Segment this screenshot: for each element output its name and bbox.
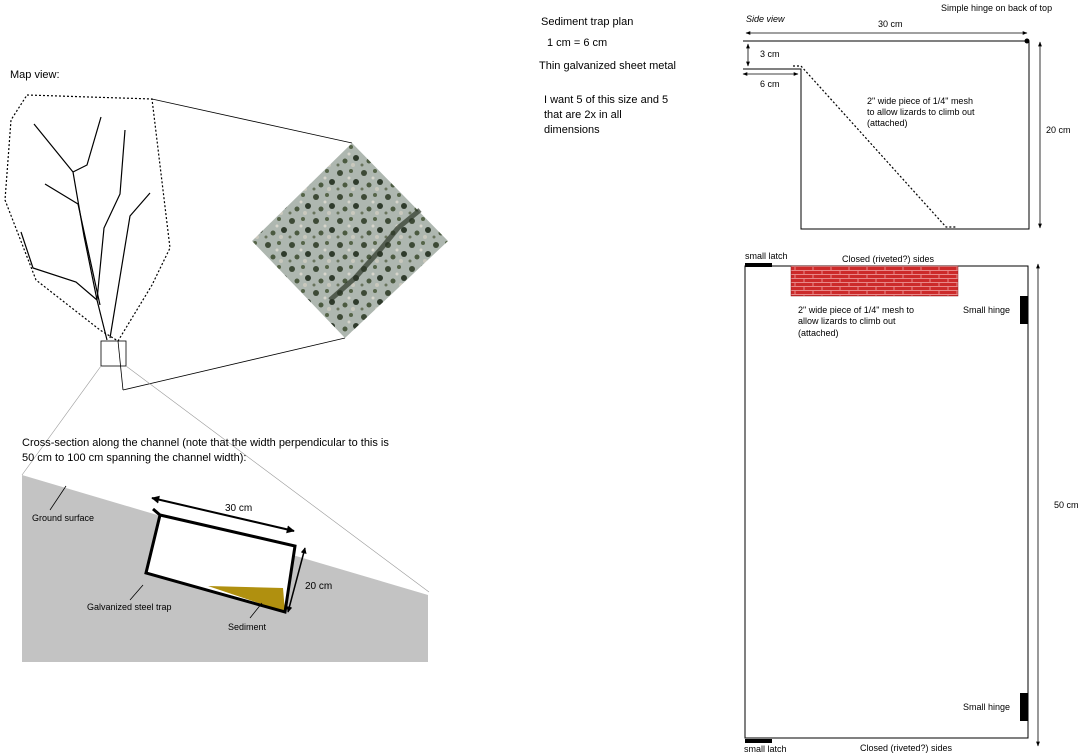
- top-view-mesh: [791, 266, 958, 296]
- outlet-zoom-box: [101, 341, 126, 366]
- side-height-label: 20 cm: [1046, 125, 1071, 135]
- aerial-photo: [252, 143, 448, 338]
- latch-bottom-label: small latch: [744, 744, 787, 754]
- sides-bottom-label: Closed (riveted?) sides: [860, 743, 953, 753]
- top-mesh-line1: 2" wide piece of 1/4" mesh to: [798, 305, 914, 315]
- plan-material: Thin galvanized sheet metal: [539, 60, 676, 72]
- side-view-mesh: [793, 66, 956, 227]
- lip-width-label: 6 cm: [760, 79, 780, 89]
- top-view-box: [745, 266, 1028, 738]
- hinge-top: [1020, 296, 1028, 324]
- lip-height-label: 3 cm: [760, 49, 780, 59]
- cross-section-caption-line1: Cross-section along the channel (note that the width perpendicular to this is: [22, 437, 389, 449]
- cross-section-caption-line2: 50 cm to 100 cm spanning the channel width):: [22, 452, 247, 464]
- latch-bottom: [745, 739, 772, 743]
- channel-network: [21, 117, 150, 340]
- plan-scale: 1 cm = 6 cm: [547, 37, 608, 49]
- trap-length-label: 30 cm: [225, 503, 253, 514]
- hinge-note: Simple hinge on back of top: [941, 3, 1053, 13]
- side-mesh-line2: to allow lizards to climb out: [867, 107, 975, 117]
- top-mesh-line2: allow lizards to climb out: [798, 316, 896, 326]
- hinge-bottom-label: Small hinge: [963, 702, 1011, 712]
- plan-request-line3: dimensions: [544, 124, 600, 136]
- map-view-label: Map view:: [10, 69, 60, 81]
- top-length-label: 50 cm: [1054, 500, 1079, 510]
- hinge-top-label: Small hinge: [963, 305, 1011, 315]
- side-mesh-line1: 2" wide piece of 1/4" mesh: [867, 96, 973, 106]
- plan-request-line2: that are 2x in all: [544, 109, 622, 121]
- latch-top-label: small latch: [745, 251, 788, 261]
- ground-surface-label: Ground surface: [32, 513, 95, 523]
- side-view-title: Side view: [746, 14, 785, 24]
- sediment-label: Sediment: [228, 622, 267, 632]
- trap-height-label: 20 cm: [305, 581, 333, 592]
- side-mesh-line3: (attached): [867, 118, 908, 128]
- hinge-bottom: [1020, 693, 1028, 721]
- latch-top: [745, 263, 772, 267]
- watershed-outline: [5, 95, 170, 341]
- plan-title: Sediment trap plan: [541, 16, 634, 28]
- galvanized-trap-label: Galvanized steel trap: [87, 602, 172, 612]
- side-view-box: [743, 41, 1029, 229]
- top-mesh-line3: (attached): [798, 328, 839, 338]
- plan-request-line1: I want 5 of this size and 5: [544, 94, 669, 106]
- sides-top-label: Closed (riveted?) sides: [842, 254, 935, 264]
- side-width-label: 30 cm: [878, 19, 903, 29]
